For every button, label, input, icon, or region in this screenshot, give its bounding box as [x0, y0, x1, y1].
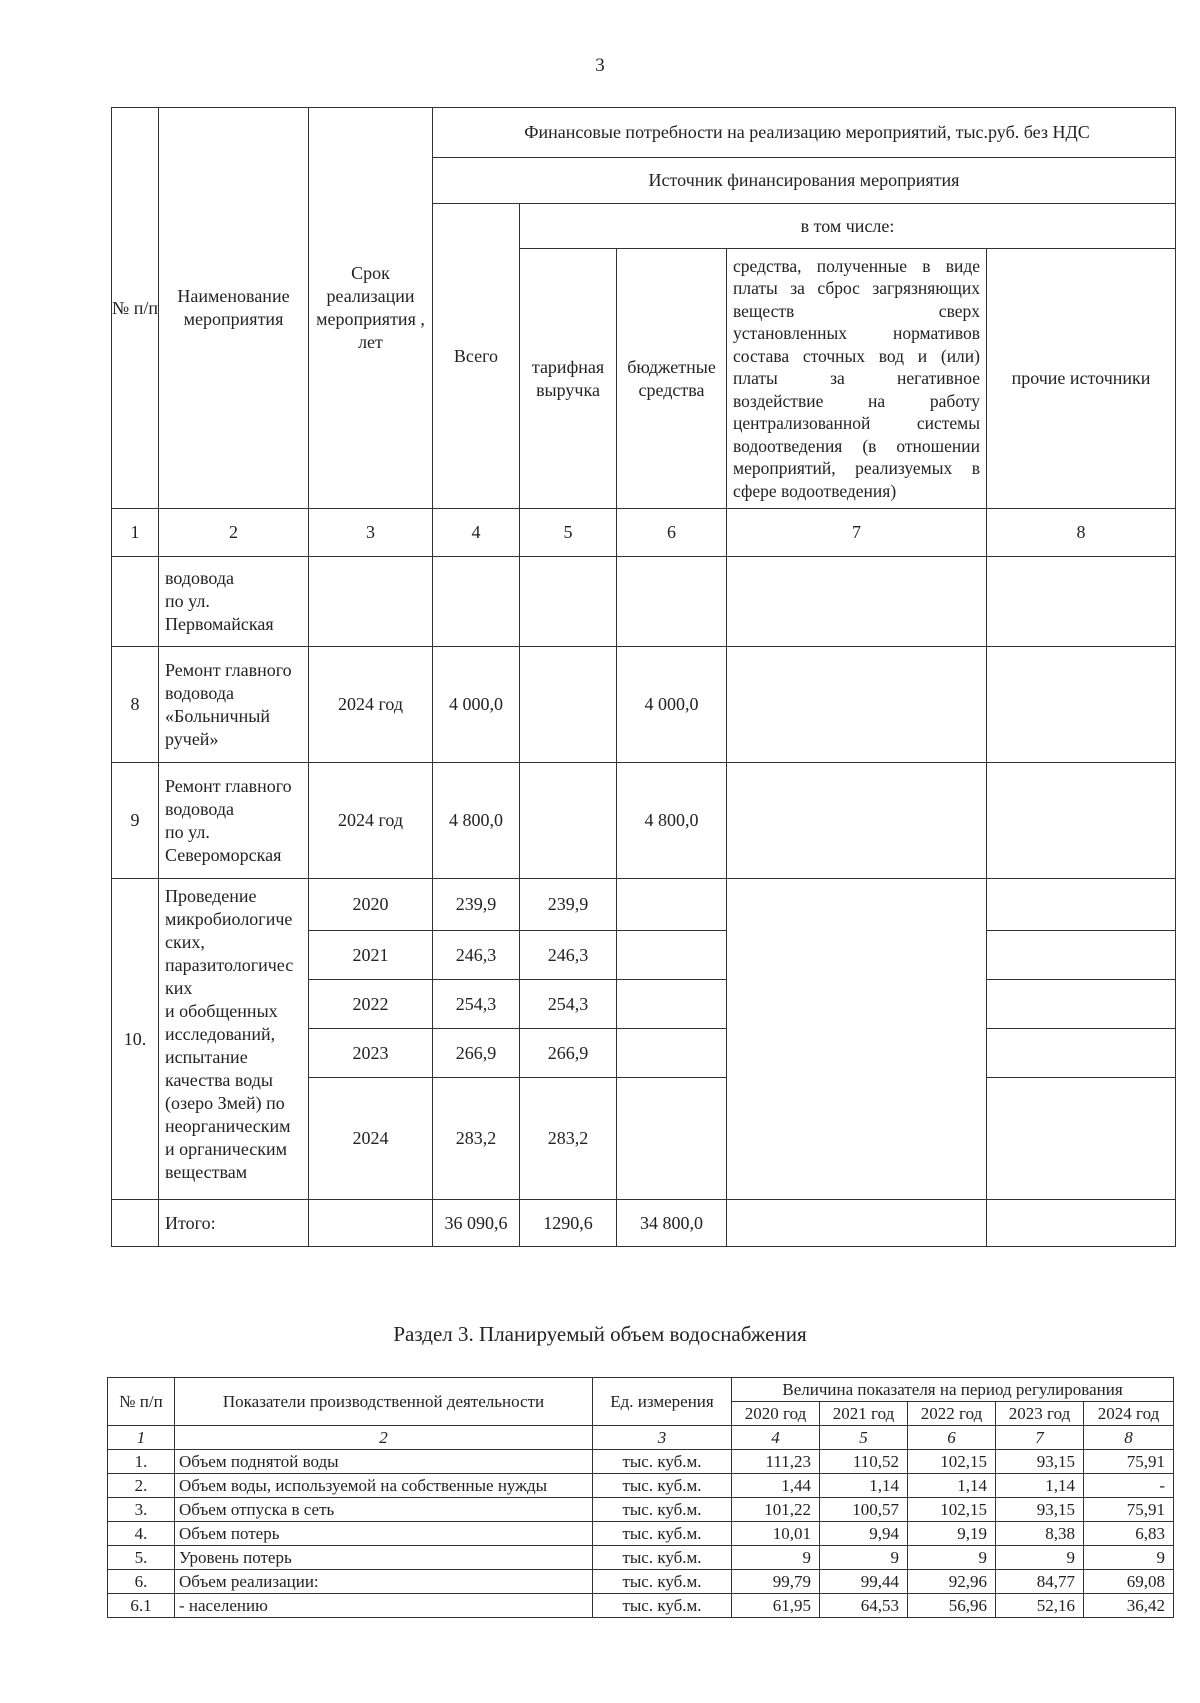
- page-number: 3: [595, 55, 605, 76]
- header-year: 2024 год: [1084, 1402, 1174, 1426]
- row-value: 6,83: [1084, 1522, 1174, 1546]
- column-numbers-row: [108, 1426, 1174, 1450]
- row-total: 4 800,0: [433, 763, 520, 879]
- column-number: 5: [520, 509, 617, 557]
- row-value: 9: [820, 1546, 908, 1570]
- row-num: 10.: [112, 879, 159, 1200]
- row-value: 69,08: [1084, 1570, 1174, 1594]
- row-tariff: 283,2: [520, 1078, 617, 1200]
- row-num: 9: [112, 763, 159, 879]
- row-value: 75,91: [1084, 1450, 1174, 1474]
- header-year: 2020 год: [732, 1402, 820, 1426]
- row-other: [987, 931, 1176, 980]
- header-year: 2021 год: [820, 1402, 908, 1426]
- row-value: 61,95: [732, 1594, 820, 1618]
- row-name: Ремонт главного водовода по ул. Североморская: [159, 763, 309, 879]
- row-name: Проведение микробиологиче ских, паразитологичес ких и обобщенных исследований, испытание качества воды (озеро Змей) по неорганическим и органическим веществам: [159, 879, 309, 1200]
- row-indicator: Объем воды, используемой на собственные нужды: [175, 1474, 593, 1498]
- header-year: 2023 год: [996, 1402, 1084, 1426]
- row-value: 9: [996, 1546, 1084, 1570]
- row-num: 8: [112, 647, 159, 763]
- row-value: 111,23: [732, 1450, 820, 1474]
- row-fees: [727, 557, 987, 647]
- column-number: 3: [593, 1426, 732, 1450]
- row-value: 102,15: [908, 1498, 996, 1522]
- row-other: [987, 879, 1176, 931]
- row-budget: [617, 931, 727, 980]
- row-budget: 4 000,0: [617, 647, 727, 763]
- header-period: Величина показателя на период регулирования: [732, 1378, 1174, 1402]
- row-name: Ремонт главного водовода «Больничный ручей»: [159, 647, 309, 763]
- total-budget: 34 800,0: [617, 1200, 727, 1247]
- row-total: 266,9: [433, 1029, 520, 1078]
- row-value: 101,22: [732, 1498, 820, 1522]
- row-unit: тыс. куб.м.: [593, 1450, 732, 1474]
- row-budget: 4 800,0: [617, 763, 727, 879]
- row-budget: [617, 1029, 727, 1078]
- row-indicator: Объем потерь: [175, 1522, 593, 1546]
- row-value: 8,38: [996, 1522, 1084, 1546]
- row-num: [112, 557, 159, 647]
- row-term: [309, 557, 433, 647]
- row-total: 254,3: [433, 980, 520, 1029]
- row-num: 4.: [108, 1522, 175, 1546]
- row-term: 2022: [309, 980, 433, 1029]
- row-total: 283,2: [433, 1078, 520, 1200]
- table-row: [112, 647, 1176, 763]
- financial-needs-table: [111, 107, 1176, 1247]
- header-year: 2022 год: [908, 1402, 996, 1426]
- row-unit: тыс. куб.м.: [593, 1522, 732, 1546]
- row-value: 9: [732, 1546, 820, 1570]
- row-term: 2024 год: [309, 763, 433, 879]
- table-row: [112, 763, 1176, 879]
- row-value: 99,44: [820, 1570, 908, 1594]
- row-other: [987, 557, 1176, 647]
- row-term: [309, 1200, 433, 1247]
- column-number: 3: [309, 509, 433, 557]
- table-row: [108, 1522, 1174, 1546]
- row-value: 75,91: [1084, 1498, 1174, 1522]
- header-funding-source: Источник финансирования мероприятия: [433, 158, 1176, 204]
- row-value: 36,42: [1084, 1594, 1174, 1618]
- header-total: Всего: [433, 204, 520, 509]
- header-including: в том числе:: [520, 204, 1176, 249]
- row-tariff: [520, 763, 617, 879]
- column-numbers-row: [112, 509, 1176, 557]
- row-term: 2024: [309, 1078, 433, 1200]
- row-total: 246,3: [433, 931, 520, 980]
- table-row: [108, 1450, 1174, 1474]
- row-indicator: Объем реализации:: [175, 1570, 593, 1594]
- row-fees: [727, 647, 987, 763]
- row-value: 110,52: [820, 1450, 908, 1474]
- row-budget: [617, 879, 727, 931]
- column-number: 5: [820, 1426, 908, 1450]
- total-label: Итого:: [159, 1200, 309, 1247]
- row-value: -: [1084, 1474, 1174, 1498]
- row-value: 92,96: [908, 1570, 996, 1594]
- row-value: 84,77: [996, 1570, 1084, 1594]
- table-row: [108, 1546, 1174, 1570]
- row-num: 2.: [108, 1474, 175, 1498]
- section-title: Раздел 3. Планируемый объем водоснабжения: [393, 1322, 807, 1346]
- header-other-sources: прочие источники: [987, 249, 1176, 509]
- header-num: № п/п: [112, 108, 159, 509]
- row-num: 6.1: [108, 1594, 175, 1618]
- row-other: [987, 647, 1176, 763]
- row-value: 1,14: [820, 1474, 908, 1498]
- table-row: [112, 879, 1176, 931]
- column-number: 4: [732, 1426, 820, 1450]
- row-term: 2021: [309, 931, 433, 980]
- row-term: 2020: [309, 879, 433, 931]
- row-fees: [727, 1200, 987, 1247]
- column-number: 1: [112, 509, 159, 557]
- column-number: 8: [1084, 1426, 1174, 1450]
- row-value: 9: [1084, 1546, 1174, 1570]
- header-financial-needs: Финансовые потребности на реализацию мероприятий, тыс.руб. без НДС: [433, 108, 1176, 158]
- row-budget: [617, 1078, 727, 1200]
- row-value: 10,01: [732, 1522, 820, 1546]
- row-unit: тыс. куб.м.: [593, 1474, 732, 1498]
- table-row: [108, 1570, 1174, 1594]
- column-number: 2: [159, 509, 309, 557]
- row-unit: тыс. куб.м.: [593, 1498, 732, 1522]
- row-tariff: 239,9: [520, 879, 617, 931]
- row-tariff: 254,3: [520, 980, 617, 1029]
- row-value: 1,14: [996, 1474, 1084, 1498]
- row-unit: тыс. куб.м.: [593, 1570, 732, 1594]
- row-term: 2024 год: [309, 647, 433, 763]
- row-num: 3.: [108, 1498, 175, 1522]
- water-supply-volume-table: [107, 1377, 1174, 1618]
- header-pollution-fees: средства, полученные в виде платы за сброс загрязняющих веществ сверх установленных нормативов состава сточных вод и (или) платы за негативное воздействие на работу централизованной системы водоотведения (в отношении мероприятий, реализуемых в сфере водоотведения): [727, 249, 987, 509]
- column-number: 1: [108, 1426, 175, 1450]
- row-budget: [617, 980, 727, 1029]
- header-budget: бюджетные средства: [617, 249, 727, 509]
- row-name: водовода по ул. Первомайская: [159, 557, 309, 647]
- row-other: [987, 1200, 1176, 1247]
- row-indicator: Объем отпуска в сеть: [175, 1498, 593, 1522]
- row-budget: [617, 557, 727, 647]
- row-tariff: 246,3: [520, 931, 617, 980]
- row-value: 1,44: [732, 1474, 820, 1498]
- column-number: 2: [175, 1426, 593, 1450]
- header-indicator: Показатели производственной деятельности: [175, 1378, 593, 1426]
- row-value: 52,16: [996, 1594, 1084, 1618]
- row-value: 93,15: [996, 1498, 1084, 1522]
- total-tariff: 1290,6: [520, 1200, 617, 1247]
- row-indicator: Уровень потерь: [175, 1546, 593, 1570]
- row-other: [987, 1029, 1176, 1078]
- row-num: [112, 1200, 159, 1247]
- header-name: Наименование мероприятия: [159, 108, 309, 509]
- row-value: 9: [908, 1546, 996, 1570]
- row-value: 99,79: [732, 1570, 820, 1594]
- row-value: 56,96: [908, 1594, 996, 1618]
- row-value: 1,14: [908, 1474, 996, 1498]
- row-fees: [727, 763, 987, 879]
- row-num: 5.: [108, 1546, 175, 1570]
- table-row: [108, 1594, 1174, 1618]
- row-num: 6.: [108, 1570, 175, 1594]
- column-number: 7: [996, 1426, 1084, 1450]
- column-number: 6: [617, 509, 727, 557]
- header-tariff: тарифная выручка: [520, 249, 617, 509]
- row-other: [987, 763, 1176, 879]
- row-value: 64,53: [820, 1594, 908, 1618]
- total-row: [112, 1200, 1176, 1247]
- row-value: 9,94: [820, 1522, 908, 1546]
- row-value: 9,19: [908, 1522, 996, 1546]
- row-total: 239,9: [433, 879, 520, 931]
- column-number: 7: [727, 509, 987, 557]
- header-term: Срок реализации мероприятия , лет: [309, 108, 433, 509]
- row-total: 4 000,0: [433, 647, 520, 763]
- row-fees: [727, 879, 987, 1200]
- row-term: 2023: [309, 1029, 433, 1078]
- row-tariff: [520, 557, 617, 647]
- row-indicator: - населению: [175, 1594, 593, 1618]
- row-value: 93,15: [996, 1450, 1084, 1474]
- row-total: [433, 557, 520, 647]
- header-unit: Ед. измерения: [593, 1378, 732, 1426]
- row-unit: тыс. куб.м.: [593, 1594, 732, 1618]
- row-unit: тыс. куб.м.: [593, 1546, 732, 1570]
- row-tariff: 266,9: [520, 1029, 617, 1078]
- row-indicator: Объем поднятой воды: [175, 1450, 593, 1474]
- table-row: [108, 1498, 1174, 1522]
- row-tariff: [520, 647, 617, 763]
- header-num: № п/п: [108, 1378, 175, 1426]
- row-value: 102,15: [908, 1450, 996, 1474]
- row-other: [987, 1078, 1176, 1200]
- row-num: 1.: [108, 1450, 175, 1474]
- table-row: [108, 1474, 1174, 1498]
- column-number: 6: [908, 1426, 996, 1450]
- column-number: 4: [433, 509, 520, 557]
- column-number: 8: [987, 509, 1176, 557]
- row-other: [987, 980, 1176, 1029]
- total-sum: 36 090,6: [433, 1200, 520, 1247]
- table-row: [112, 557, 1176, 647]
- row-value: 100,57: [820, 1498, 908, 1522]
